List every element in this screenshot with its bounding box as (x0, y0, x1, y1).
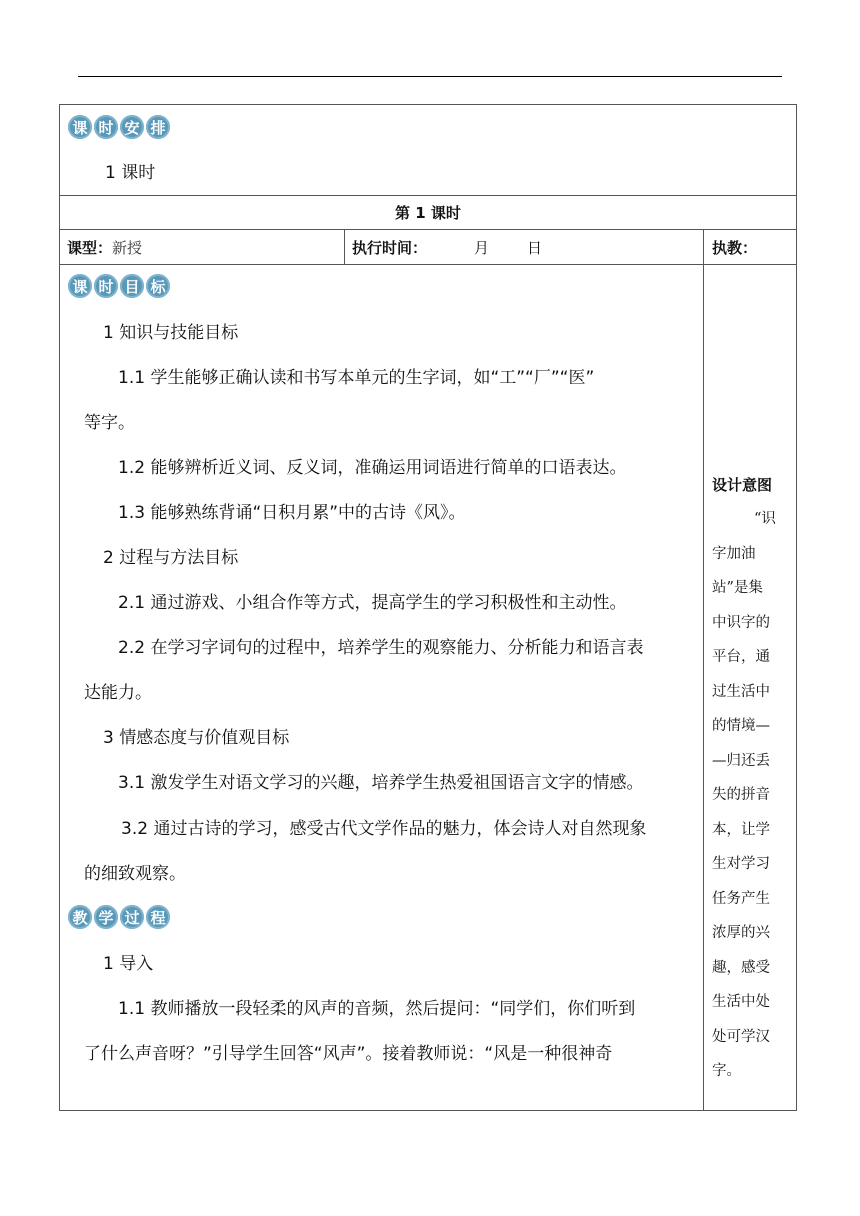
section-badge-objectives (68, 274, 170, 298)
badge-char: 教 (68, 905, 92, 929)
design-line: —归还丢 (712, 752, 770, 769)
section-badge-process (68, 905, 170, 929)
objective-item: 3.2 通过古诗的学习，感受古代文学作品的魅力，体会诗人对自然现象 (121, 819, 647, 839)
badge-char: 时 (94, 115, 118, 139)
badge-char: 课 (68, 115, 92, 139)
month-label: 月 (474, 239, 490, 257)
period-count: 1 课时 (105, 163, 156, 183)
process-heading: 1 导入 (103, 954, 154, 974)
period-title: 第 1 课时 (395, 204, 461, 222)
objective-heading: 3 情感态度与价值观目标 (103, 728, 290, 748)
badge-char: 安 (120, 115, 144, 139)
design-line: 生对学习 (712, 856, 770, 872)
design-line: “识 (754, 511, 776, 527)
type-value: 新授 (112, 239, 143, 257)
design-line: 失的拼音 (712, 787, 770, 803)
design-line: 站”是集 (712, 580, 763, 596)
row-divider-3 (59, 264, 797, 265)
objective-item: 1.2 能够辨析近义词、反义词，准确运用词语进行简单的口语表达。 (118, 458, 627, 478)
header-rule (78, 76, 782, 77)
design-line: 过生活中 (712, 683, 770, 700)
design-line: 本，让学 (712, 821, 770, 838)
badge-char: 目 (120, 274, 144, 298)
process-item: 1.1 教师播放一段轻柔的风声的音频，然后提问：“同学们，你们听到 (118, 999, 636, 1019)
section-badge-arrangement (68, 115, 170, 139)
type-field (67, 238, 142, 258)
objective-item: 1.1 学生能够正确认读和书写本单元的生字词，如“工”“厂”“医” (118, 368, 595, 388)
design-line: 任务产生 (712, 890, 770, 907)
design-line: 字加油 (712, 545, 756, 562)
process-item-cont: 了什么声音呀？”引导学生回答“风声”。接着教师说：“风是一种很神奇 (84, 1044, 613, 1064)
design-intent-text (712, 502, 776, 1089)
objective-item: 1.3 能够熟练背诵“日积月累”中的古诗《风》。 (118, 503, 466, 523)
badge-char: 标 (146, 274, 170, 298)
design-line: 字。 (712, 1063, 741, 1079)
objective-item-cont: 达能力。 (84, 683, 152, 703)
objective-heading: 1 知识与技能目标 (103, 323, 239, 343)
design-line: 平台，通 (712, 649, 770, 665)
badge-char: 课 (68, 274, 92, 298)
design-line: 生活中处 (712, 994, 770, 1010)
objective-heading: 2 过程与方法目标 (103, 548, 239, 568)
col-divider-time (344, 229, 345, 264)
design-line: 趣，感受 (712, 959, 770, 976)
design-line: 中识字的 (712, 614, 770, 631)
badge-char: 排 (146, 115, 170, 139)
objective-item: 3.1 激发学生对语文学习的兴趣，培养学生热爱祖国语言文字的情感。 (118, 773, 644, 793)
badge-char: 过 (120, 905, 144, 929)
type-label: 课型： (67, 239, 113, 257)
badge-char: 学 (94, 905, 118, 929)
objective-item: 2.2 在学习字词句的过程中，培养学生的观察能力、分析能力和语言表 (118, 638, 644, 658)
objective-item-cont: 等字。 (84, 413, 135, 433)
teacher-label: 执教： (712, 239, 758, 257)
design-line: 浓厚的兴 (712, 925, 770, 941)
col-divider-teacher (703, 229, 704, 1111)
design-intent-title: 设计意图 (712, 476, 773, 494)
badge-char: 程 (146, 905, 170, 929)
design-line: 处可学汉 (712, 1028, 770, 1045)
badge-char: 时 (94, 274, 118, 298)
row-divider-1 (59, 195, 797, 196)
design-line: 的情境— (712, 718, 770, 734)
time-label: 执行时间： (352, 239, 428, 257)
objective-item-cont: 的细致观察。 (84, 864, 186, 884)
row-divider-2 (59, 229, 797, 230)
day-label: 日 (527, 239, 543, 257)
objective-item: 2.1 通过游戏、小组合作等方式，提高学生的学习积极性和主动性。 (118, 593, 627, 613)
